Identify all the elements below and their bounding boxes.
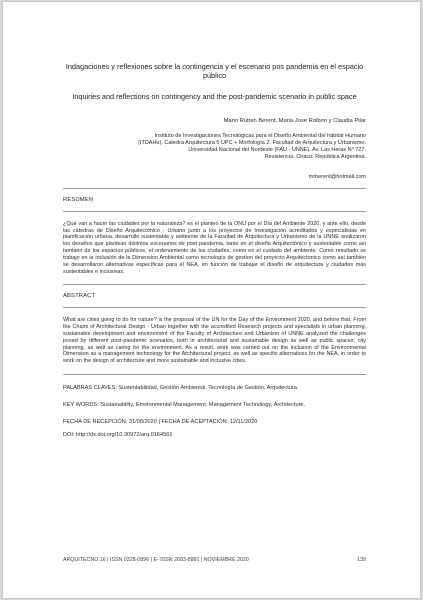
journal-info: ARQUITECNO 16 | ISSN 0328-0896 | E- ISSN 2683-8881 | NOVIEMBRE 2020 [63,557,249,563]
reception-dates: FECHA DE RECEPCIÓN: 31/08/2020 | FECHA DE ACEPTACIÓN: 12/11/2020 [63,419,258,426]
affiliation-line: Universidad Nacional del Nordeste (FAU - UNNE). Av. Las Heras N° 727. [188,147,366,154]
abstract-heading: ABSTRACT [63,292,96,299]
resumen-text: ¿Qué van a hacer las ciudades por la naturaleza? es el planteo de la ONU por el Día del Ambiente 2020, y ante ello, desde las cátedras de Diseño Arquitectónico - Urbano junto a los proyectos de Investigación acreditados y especialistas en planificación urbana, desarrollo sustentable y ambiente de la Facultad de Arquitectura y Urbanismo de la UNNE analizaron los desafíos que plantean distintos escenarios de post pandemia, tanto en el diseño Arquitectónico y sustentable como así también de los espacios públicos, el ordenamiento de las ciudades, como en el cuidado del ambiente. Como resultado se trabajo en la inclusión de la Dimension Ambiental como tecnología de gestion del proyecto Arquitectonico como así también se desarrollaron alternativas específicas para el NEA, en función de trabajar el diseño de arquitectura y ciudades más sustentables e inclusivas. [63,220,366,275]
divider [63,374,366,375]
resumen-heading: RESUMEN [63,196,94,203]
affiliation-line: (ITDAHu). Catedra Arquitectura 5 UPC + Morfología 2. Facultad de Arquitectura y Urbanismo. [138,140,366,147]
authors: Mario Ruben Berent, Maria Jose Rolbon y Claudia Pilar [223,118,366,125]
divider [63,188,366,189]
divider [63,284,366,285]
page-number: 139 [357,557,366,563]
article-body [63,62,366,439]
document-page [3,2,420,598]
affiliation [63,133,366,162]
title-english: Inquiries and reflections on contingency and the post-pandemic scenario in public space [72,91,357,101]
contact-email[interactable]: mrberent@hotmail.com [308,173,366,180]
title-spanish: Indagaciones y reflexiones sobre la contingencia y el escenario pos pandemia en el espacio público [65,62,364,81]
doi-link[interactable]: DOI: http://dx.doi.org/10.30972/arq.0164561 [63,432,173,439]
palabras-claves: PALABRAS CLAVES: Sustentabilidad, Gestión Ambiental, Tecnología de Gestión, Arquitectura. [63,385,299,392]
divider [63,211,366,212]
affiliation-line: Resistencia, Chaco. República Argentina. [264,154,366,161]
abstract-text: What are cities going to do for nature? is the proposal of the UN for the Day of the Environment 2020, and before that, From the Chairs of Architectural Design - Urban together with the accredited Research projects and specialists in urban planning, sustainable development and environment of the Faculty of Architecture and Urbanism of UNNE analyzed the challenges posed by different post-pandemic scenarios, both in architectural and sustainable design as well as public spaces, city planning, as well as caring for the environment. As a result, work was carried out on the inclusion of the Environmental Dimension as a management technology for the Architectural project, as well as specific alternatives for the NEA, in order to work on the design of architecture and more sustainable and inclusive cities. [63,316,366,365]
key-words: KEY WORDS: Sustainability, Environmental Management, Management Technology, Architecture. [63,402,306,409]
affiliation-line: Instituto de Investigaciones Tecnológicas para el Diseño Ambiental del hábitat Humano [154,132,366,139]
divider [63,307,366,308]
page-footer [63,557,366,563]
